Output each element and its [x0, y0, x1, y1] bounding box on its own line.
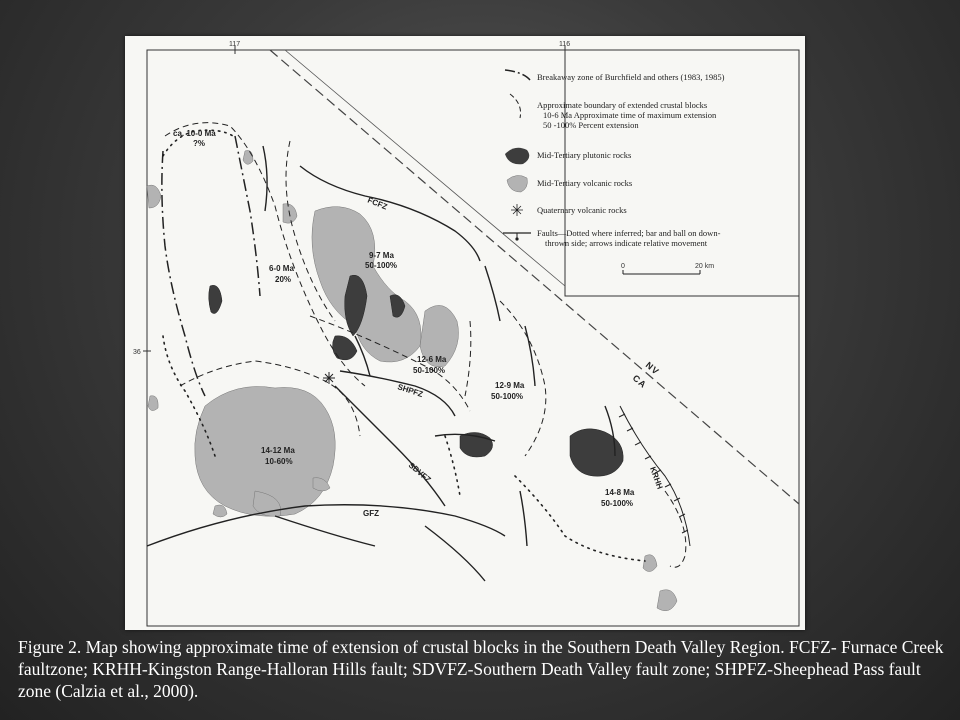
block-label-12-9 — [491, 381, 525, 401]
lon-label-116: 116 — [559, 41, 571, 48]
legend-volcanic-text: Mid-Tertiary volcanic rocks — [537, 178, 633, 188]
fault-label-fcfz: FCFZ — [366, 195, 389, 212]
legend-faults-text-1: Faults—Dotted where inferred; bar and ball on down- — [537, 228, 721, 238]
map-legend — [503, 70, 725, 274]
svg-text:50-100%: 50-100% — [413, 366, 446, 375]
svg-text:10-60%: 10-60% — [265, 457, 293, 466]
legend-boundary-text-1: Approximate boundary of extended crustal blocks — [537, 100, 708, 110]
block-label-6-0 — [269, 264, 294, 284]
legend-fault-ball — [515, 237, 518, 240]
legend-quaternary-symbol — [511, 204, 523, 216]
legend-faults-text-2: thrown side; arrows indicate relative movement — [545, 238, 708, 248]
svg-text:50-100%: 50-100% — [365, 261, 398, 270]
scale-label-0: 0 — [621, 263, 625, 270]
legend-quaternary-text: Quaternary volcanic rocks — [537, 205, 627, 215]
state-label-nv: NV — [643, 359, 662, 377]
svg-text:20%: 20% — [275, 275, 292, 284]
legend-breakaway-text: Breakaway zone of Burchfield and others (1983, 1985) — [537, 72, 725, 82]
fault-label-gfz: GFZ — [363, 509, 379, 518]
svg-text:12-6 Ma: 12-6 Ma — [417, 355, 447, 364]
svg-text:14-12 Ma: 14-12 Ma — [261, 446, 295, 455]
svg-text:?%: ?% — [193, 139, 205, 148]
state-label-ca: CA — [630, 372, 649, 391]
svg-text:9-7 Ma: 9-7 Ma — [369, 251, 394, 260]
legend-plutonic-swatch — [505, 148, 529, 165]
legend-boundary-text-3: 50 -100% Percent extension — [543, 120, 639, 130]
svg-text:ca. 10-0 Ma: ca. 10-0 Ma — [173, 129, 216, 138]
map-figure — [125, 36, 805, 630]
quaternary-volcanic-symbol — [323, 372, 335, 384]
legend-boundary-symbol — [510, 94, 521, 118]
svg-text:6-0 Ma: 6-0 Ma — [269, 264, 294, 273]
svg-text:50-100%: 50-100% — [601, 499, 634, 508]
legend-border — [565, 50, 799, 296]
geologic-map — [125, 36, 805, 630]
breakaway-zones — [162, 136, 260, 396]
fault-label-sdvfz: SDVFZ — [406, 460, 433, 485]
legend-plutonic-text: Mid-Tertiary plutonic rocks — [537, 150, 632, 160]
legend-boundary-text-2: 10-6 Ma Approximate time of maximum extension — [543, 110, 717, 120]
map-border — [147, 50, 799, 626]
fault-label-krhh: KRHH — [648, 465, 665, 491]
lat-label-36: 36 — [133, 349, 141, 356]
volcanic-rock-areas — [147, 150, 677, 610]
block-label-14-8 — [601, 488, 635, 508]
block-label-9-7 — [365, 251, 397, 270]
block-label-10-0 — [173, 129, 216, 148]
scale-label-20km: 20 km — [695, 263, 715, 270]
figure-caption: Figure 2. Map showing approximate time of extension of crustal blocks in the Southern Death Valley Region. FCFZ- Furnace Creek faultzone; KRHH-Kingston Range-Halloran Hills fault; SDVFZ-Southern Death Valley fault zone; SHPFZ-Sheephead Pass fault zone (Calzia et al., 2000). — [18, 637, 944, 701]
svg-text:14-8 Ma: 14-8 Ma — [605, 488, 635, 497]
legend-breakaway-symbol — [505, 70, 530, 80]
svg-text:50-100%: 50-100% — [491, 392, 524, 401]
lon-label-117: 117 — [229, 41, 241, 48]
legend-volcanic-swatch — [507, 175, 527, 192]
svg-text:12-9 Ma: 12-9 Ma — [495, 381, 525, 390]
fault-label-shpfz: SHPFZ — [396, 382, 425, 400]
